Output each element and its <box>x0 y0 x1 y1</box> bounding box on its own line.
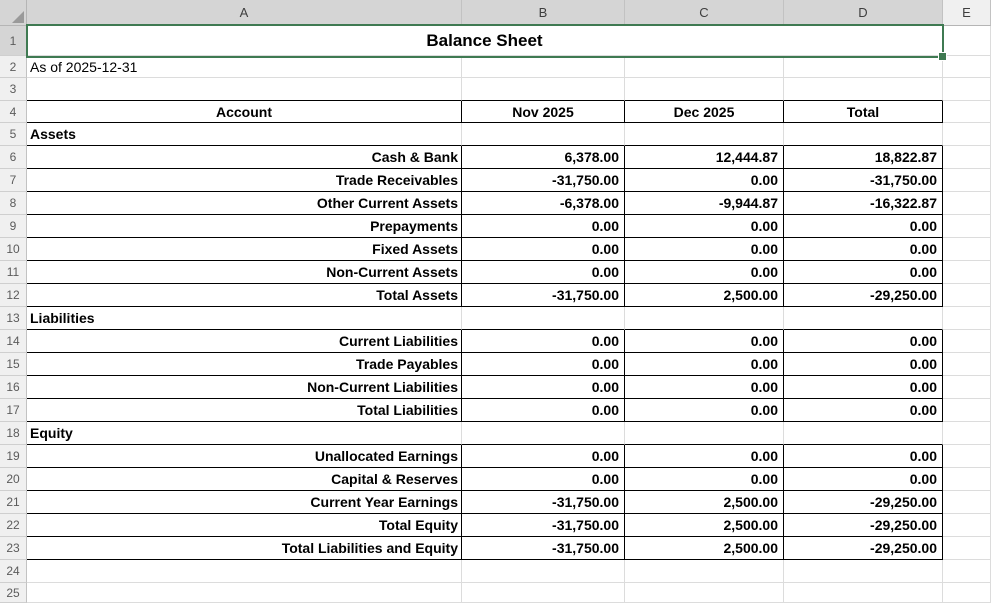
cell-D17[interactable]: 0.00 <box>784 399 943 422</box>
cell-E12[interactable] <box>943 284 991 307</box>
cell-D22[interactable]: -29,250.00 <box>784 514 943 537</box>
row-header-22[interactable]: 22 <box>0 514 27 537</box>
cell-A19[interactable]: Unallocated Earnings <box>27 445 462 468</box>
select-all-triangle-icon <box>12 11 24 23</box>
cell-A14[interactable]: Current Liabilities <box>27 330 462 353</box>
cell-B9[interactable]: 0.00 <box>462 215 625 238</box>
cell-A4[interactable]: Account <box>27 101 462 123</box>
cell-C6[interactable]: 12,444.87 <box>625 146 784 169</box>
cell-E21[interactable] <box>943 491 991 514</box>
row-header-18[interactable]: 18 <box>0 422 27 445</box>
cell-A13[interactable]: Liabilities <box>27 307 462 330</box>
cell-D10[interactable]: 0.00 <box>784 238 943 261</box>
row-header-15[interactable]: 15 <box>0 353 27 376</box>
cell-B5[interactable] <box>462 123 625 146</box>
cell-C14[interactable]: 0.00 <box>625 330 784 353</box>
cell-E20[interactable] <box>943 468 991 491</box>
row-header-11[interactable]: 11 <box>0 261 27 284</box>
cell-E25[interactable] <box>943 583 991 603</box>
row-header-16[interactable]: 16 <box>0 376 27 399</box>
cell-A25[interactable] <box>27 583 462 603</box>
cell-D24[interactable] <box>784 560 943 583</box>
cell-C18[interactable] <box>625 422 784 445</box>
cell-A1-title[interactable]: Balance Sheet <box>27 26 943 56</box>
fill-handle[interactable] <box>939 53 946 60</box>
row-header-1[interactable]: 1 <box>0 26 27 56</box>
cell-A5[interactable]: Assets <box>27 123 462 146</box>
cell-A3[interactable] <box>27 78 462 101</box>
cell-E7[interactable] <box>943 169 991 192</box>
cell-A10[interactable]: Fixed Assets <box>27 238 462 261</box>
cell-E24[interactable] <box>943 560 991 583</box>
cell-E10[interactable] <box>943 238 991 261</box>
cell-C5[interactable] <box>625 123 784 146</box>
cell-E6[interactable] <box>943 146 991 169</box>
cell-D20[interactable]: 0.00 <box>784 468 943 491</box>
cell-C24[interactable] <box>625 560 784 583</box>
column-header-C[interactable]: C <box>625 0 784 26</box>
row-header-2[interactable]: 2 <box>0 56 27 78</box>
row-header-24[interactable]: 24 <box>0 560 27 583</box>
cell-D15[interactable]: 0.00 <box>784 353 943 376</box>
cell-A24[interactable] <box>27 560 462 583</box>
cell-E3[interactable] <box>943 78 991 101</box>
cell-B21[interactable]: -31,750.00 <box>462 491 625 514</box>
column-header-A[interactable]: A <box>27 0 462 26</box>
row-header-21[interactable]: 21 <box>0 491 27 514</box>
cell-A23[interactable]: Total Liabilities and Equity <box>27 537 462 560</box>
cell-C8[interactable]: -9,944.87 <box>625 192 784 215</box>
cell-A11[interactable]: Non-Current Assets <box>27 261 462 284</box>
cell-C9[interactable]: 0.00 <box>625 215 784 238</box>
cell-A7[interactable]: Trade Receivables <box>27 169 462 192</box>
cell-A8[interactable]: Other Current Assets <box>27 192 462 215</box>
cell-E9[interactable] <box>943 215 991 238</box>
cell-C3[interactable] <box>625 78 784 101</box>
cell-B14[interactable]: 0.00 <box>462 330 625 353</box>
cell-D11[interactable]: 0.00 <box>784 261 943 284</box>
row-header-17[interactable]: 17 <box>0 399 27 422</box>
cell-D19[interactable]: 0.00 <box>784 445 943 468</box>
cell-B3[interactable] <box>462 78 625 101</box>
cell-B16[interactable]: 0.00 <box>462 376 625 399</box>
select-all-corner[interactable] <box>0 0 27 26</box>
cell-C20[interactable]: 0.00 <box>625 468 784 491</box>
cell-D5[interactable] <box>784 123 943 146</box>
cell-A20[interactable]: Capital & Reserves <box>27 468 462 491</box>
cell-A6[interactable]: Cash & Bank <box>27 146 462 169</box>
cell-E15[interactable] <box>943 353 991 376</box>
cell-B15[interactable]: 0.00 <box>462 353 625 376</box>
cell-D4[interactable]: Total <box>784 101 943 123</box>
row-header-7[interactable]: 7 <box>0 169 27 192</box>
cell-E16[interactable] <box>943 376 991 399</box>
cell-B18[interactable] <box>462 422 625 445</box>
cell-E1[interactable] <box>943 26 991 56</box>
cell-E18[interactable] <box>943 422 991 445</box>
row-header-14[interactable]: 14 <box>0 330 27 353</box>
cell-C10[interactable]: 0.00 <box>625 238 784 261</box>
cell-B17[interactable]: 0.00 <box>462 399 625 422</box>
cell-A21[interactable]: Current Year Earnings <box>27 491 462 514</box>
row-header-3[interactable]: 3 <box>0 78 27 101</box>
cell-C2[interactable] <box>625 56 784 78</box>
cell-A9[interactable]: Prepayments <box>27 215 462 238</box>
cell-C4[interactable]: Dec 2025 <box>625 101 784 123</box>
cell-A16[interactable]: Non-Current Liabilities <box>27 376 462 399</box>
cell-E8[interactable] <box>943 192 991 215</box>
cell-E17[interactable] <box>943 399 991 422</box>
cell-B24[interactable] <box>462 560 625 583</box>
cell-D8[interactable]: -16,322.87 <box>784 192 943 215</box>
cell-E19[interactable] <box>943 445 991 468</box>
cell-B2[interactable] <box>462 56 625 78</box>
column-header-D[interactable]: D <box>784 0 943 26</box>
row-header-20[interactable]: 20 <box>0 468 27 491</box>
cell-D18[interactable] <box>784 422 943 445</box>
cell-B4[interactable]: Nov 2025 <box>462 101 625 123</box>
cell-E5[interactable] <box>943 123 991 146</box>
cell-B23[interactable]: -31,750.00 <box>462 537 625 560</box>
cell-D14[interactable]: 0.00 <box>784 330 943 353</box>
cell-B19[interactable]: 0.00 <box>462 445 625 468</box>
cell-D6[interactable]: 18,822.87 <box>784 146 943 169</box>
cell-C23[interactable]: 2,500.00 <box>625 537 784 560</box>
row-header-5[interactable]: 5 <box>0 123 27 146</box>
row-header-4[interactable]: 4 <box>0 101 27 123</box>
row-header-9[interactable]: 9 <box>0 215 27 238</box>
cell-A22[interactable]: Total Equity <box>27 514 462 537</box>
cell-D12[interactable]: -29,250.00 <box>784 284 943 307</box>
cell-E14[interactable] <box>943 330 991 353</box>
cell-D13[interactable] <box>784 307 943 330</box>
cell-C12[interactable]: 2,500.00 <box>625 284 784 307</box>
cell-E22[interactable] <box>943 514 991 537</box>
cell-D3[interactable] <box>784 78 943 101</box>
row-header-10[interactable]: 10 <box>0 238 27 261</box>
cell-B6[interactable]: 6,378.00 <box>462 146 625 169</box>
cell-D16[interactable]: 0.00 <box>784 376 943 399</box>
cell-E11[interactable] <box>943 261 991 284</box>
cell-C25[interactable] <box>625 583 784 603</box>
cell-E2[interactable] <box>943 56 991 78</box>
cell-C15[interactable]: 0.00 <box>625 353 784 376</box>
row-header-6[interactable]: 6 <box>0 146 27 169</box>
column-header-B[interactable]: B <box>462 0 625 26</box>
cell-B8[interactable]: -6,378.00 <box>462 192 625 215</box>
cell-B11[interactable]: 0.00 <box>462 261 625 284</box>
row-header-13[interactable]: 13 <box>0 307 27 330</box>
cell-D7[interactable]: -31,750.00 <box>784 169 943 192</box>
cell-C22[interactable]: 2,500.00 <box>625 514 784 537</box>
cell-E23[interactable] <box>943 537 991 560</box>
cell-C7[interactable]: 0.00 <box>625 169 784 192</box>
row-header-23[interactable]: 23 <box>0 537 27 560</box>
cell-C13[interactable] <box>625 307 784 330</box>
cell-C21[interactable]: 2,500.00 <box>625 491 784 514</box>
cell-D9[interactable]: 0.00 <box>784 215 943 238</box>
cell-A17[interactable]: Total Liabilities <box>27 399 462 422</box>
cell-B7[interactable]: -31,750.00 <box>462 169 625 192</box>
column-header-E[interactable]: E <box>943 0 991 26</box>
row-header-19[interactable]: 19 <box>0 445 27 468</box>
cell-B25[interactable] <box>462 583 625 603</box>
row-header-8[interactable]: 8 <box>0 192 27 215</box>
cell-B20[interactable]: 0.00 <box>462 468 625 491</box>
cell-E13[interactable] <box>943 307 991 330</box>
cell-B13[interactable] <box>462 307 625 330</box>
cell-D2[interactable] <box>784 56 943 78</box>
cell-C11[interactable]: 0.00 <box>625 261 784 284</box>
cell-C19[interactable]: 0.00 <box>625 445 784 468</box>
cell-C16[interactable]: 0.00 <box>625 376 784 399</box>
cell-A15[interactable]: Trade Payables <box>27 353 462 376</box>
cell-B12[interactable]: -31,750.00 <box>462 284 625 307</box>
cell-C17[interactable]: 0.00 <box>625 399 784 422</box>
row-header-25[interactable]: 25 <box>0 583 27 603</box>
cell-B22[interactable]: -31,750.00 <box>462 514 625 537</box>
cell-D21[interactable]: -29,250.00 <box>784 491 943 514</box>
cell-D23[interactable]: -29,250.00 <box>784 537 943 560</box>
cell-A12[interactable]: Total Assets <box>27 284 462 307</box>
cell-B10[interactable]: 0.00 <box>462 238 625 261</box>
cell-E4[interactable] <box>943 101 991 123</box>
cell-D25[interactable] <box>784 583 943 603</box>
cell-A18[interactable]: Equity <box>27 422 462 445</box>
cell-A2[interactable]: As of 2025-12-31 <box>27 56 462 78</box>
row-header-12[interactable]: 12 <box>0 284 27 307</box>
